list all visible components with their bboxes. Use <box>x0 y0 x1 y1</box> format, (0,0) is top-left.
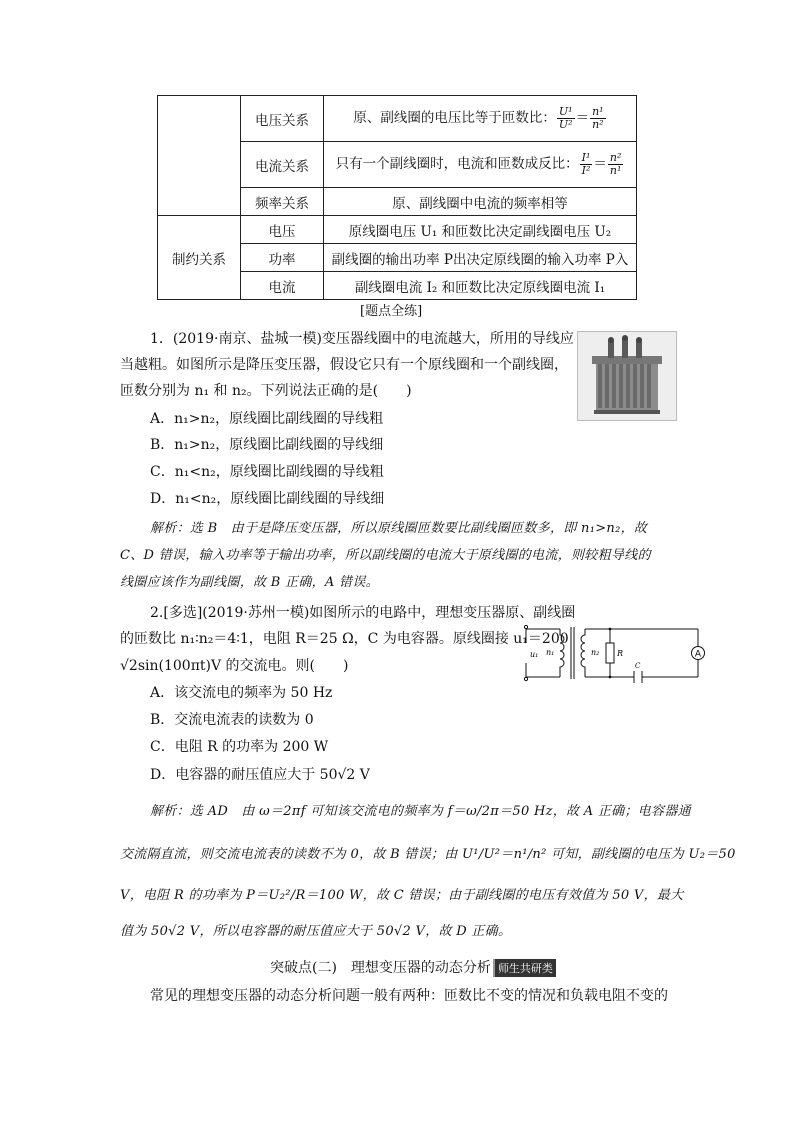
table-cell-content: 副线圈电流 I₂ 和匝数比决定原线圈电流 I₁ <box>324 272 637 300</box>
transformer-photo <box>577 331 677 421</box>
q2-option: C．电阻 R 的功率为 200 W <box>150 739 329 755</box>
table-cell-sub: 电压 <box>241 216 324 244</box>
q2-option: B．交流电流表的读数为 0 <box>150 712 314 728</box>
row-text: 只有一个副线圈时，电流和匝数成反比： <box>335 156 579 172</box>
table-row <box>158 216 637 244</box>
transformer-circuit-diagram <box>522 623 700 685</box>
table-cell-group: 制约关系 <box>158 216 241 300</box>
q2-line: √2sin(100πt)V 的交流电。则( ) <box>120 658 349 674</box>
q1-line: 1．(2019·南京、盐城一模)变压器线圈中的电流越大，所用的导线应 <box>150 331 574 347</box>
q2-line: 的匝数比 n₁∶n₂＝4∶1，电阻 R＝25 Ω，C 为电容器。原线圈接 u₁＝200 <box>120 631 569 647</box>
q2-option: A．该交流电的频率为 50 Hz <box>150 685 333 701</box>
q1-option: D．n₁<n₂，原线圈比副线圈的导线细 <box>150 491 385 507</box>
table-cell-sub: 电压关系 <box>241 96 324 142</box>
fraction: $\frac{\text{n¹}}{\text{n²}}$ <box>592 105 604 131</box>
table-cell-sub: 功率 <box>241 244 324 272</box>
q1-line: 匝数分别为 n₁ 和 n₂。下列说法正确的是( ) <box>120 383 412 399</box>
section-title-text: 突破点(二) 理想变压器的动态分析 <box>270 960 491 976</box>
q2-solution-line: 交流隔直流，则交流电流表的读数不为 0，故 B 错误；由 U¹/U²＝n¹/n² 可知，副线圈的电压为 U₂＝50 <box>120 847 736 862</box>
q2-solution-line: V，电阻 R 的功率为 P＝U₂²/R＝100 W，故 C 错误；由于副线圈的电压有效值为 50 V，最大 <box>120 888 684 903</box>
table-cell-content: 只有一个副线圈时，电流和匝数成反比： $\frac{\text{I¹}}{\text{I²}}$ ＝ $\frac{\text{n²}}{\text{n¹}}$ <box>324 142 637 188</box>
fraction: $\frac{\text{I¹}}{\text{I²}}$ <box>581 151 591 177</box>
q1-option: A．n₁>n₂，原线圈比副线圈的导线粗 <box>150 411 384 427</box>
q1-option: C．n₁<n₂，原线圈比副线圈的导线粗 <box>150 464 384 480</box>
label-R: R <box>617 649 624 658</box>
label-u1: u₁ <box>530 650 539 659</box>
q2-solution-line: 值为 50√2 V，所以电容器的耐压值应大于 50√2 V，故 D 正确。 <box>120 924 512 939</box>
q2-option: D．电容器的耐压值应大于 50√2 V <box>150 767 370 783</box>
q1-solution-line: 线圈应该作为副线圈，故 B 正确，A 错误。 <box>120 575 379 590</box>
transformer-relations-table <box>157 95 637 300</box>
q1-solution-line: C、D 错误，输入功率等于输出功率，所以副线圈的电流大于原线圈的电流，则较粗导线的 <box>120 548 651 563</box>
q2-line: 2.[多选](2019·苏州一模)如图所示的电路中，理想变压器原、副线圈 <box>150 605 576 621</box>
table-cell-sub: 频率关系 <box>241 188 324 216</box>
table-cell-sub: 电流 <box>241 272 324 300</box>
table-cell-content: 副线圈的输出功率 P出决定原线圈的输入功率 P入 <box>324 244 637 272</box>
section-badge: 师生共研类 <box>493 959 556 977</box>
q1-option: B．n₁>n₂，原线圈比副线圈的导线细 <box>150 437 384 453</box>
body-text-line: 常见的理想变压器的动态分析问题一般有两种：匝数比不变的情况和负载电阻不变的 <box>150 988 668 1004</box>
section-title <box>270 957 556 977</box>
fraction: $\frac{\text{n²}}{\text{n¹}}$ <box>609 151 622 177</box>
table-cell-content: 原线圈电压 U₁ 和匝数比决定副线圈电压 U₂ <box>324 216 637 244</box>
row-text: 原、副线圈的电压比等于匝数比： <box>353 110 556 126</box>
table-cell-content: 原、副线圈的电压比等于匝数比： $\frac{\text{U¹}}{\text{U²}}$ ＝ $\frac{\text{n¹}}{\text{n²}}$ <box>324 96 637 142</box>
label-C: C <box>635 662 641 670</box>
table-row <box>158 96 637 142</box>
fraction: $\frac{\text{U¹}}{\text{U²}}$ <box>558 105 573 131</box>
q1-solution-line: 解析：选 B 由于是降压变压器，所以原线圈匝数要比副线圈匝数多，即 n₁>n₂，故 <box>150 521 648 536</box>
label-n2: n₂ <box>591 648 600 657</box>
ammeter-label: A <box>694 649 702 660</box>
table-cell-sub: 电流关系 <box>241 142 324 188</box>
section-caption: [题点全练] <box>360 304 423 319</box>
table-cell-empty <box>158 96 241 216</box>
transformer-image-icon <box>578 332 676 420</box>
q1-line: 当越粗。如图所示是降压变压器，假设它只有一个原线圈和一个副线圈， <box>120 357 568 373</box>
label-n1: n₁ <box>546 648 555 657</box>
q2-solution-line: 解析：选 AD 由 ω＝2πf 可知该交流电的频率为 f＝ω/2π＝50 Hz，故 A 正确；电容器通 <box>150 804 691 819</box>
table-cell-content: 原、副线圈中电流的频率相等 <box>324 188 637 216</box>
